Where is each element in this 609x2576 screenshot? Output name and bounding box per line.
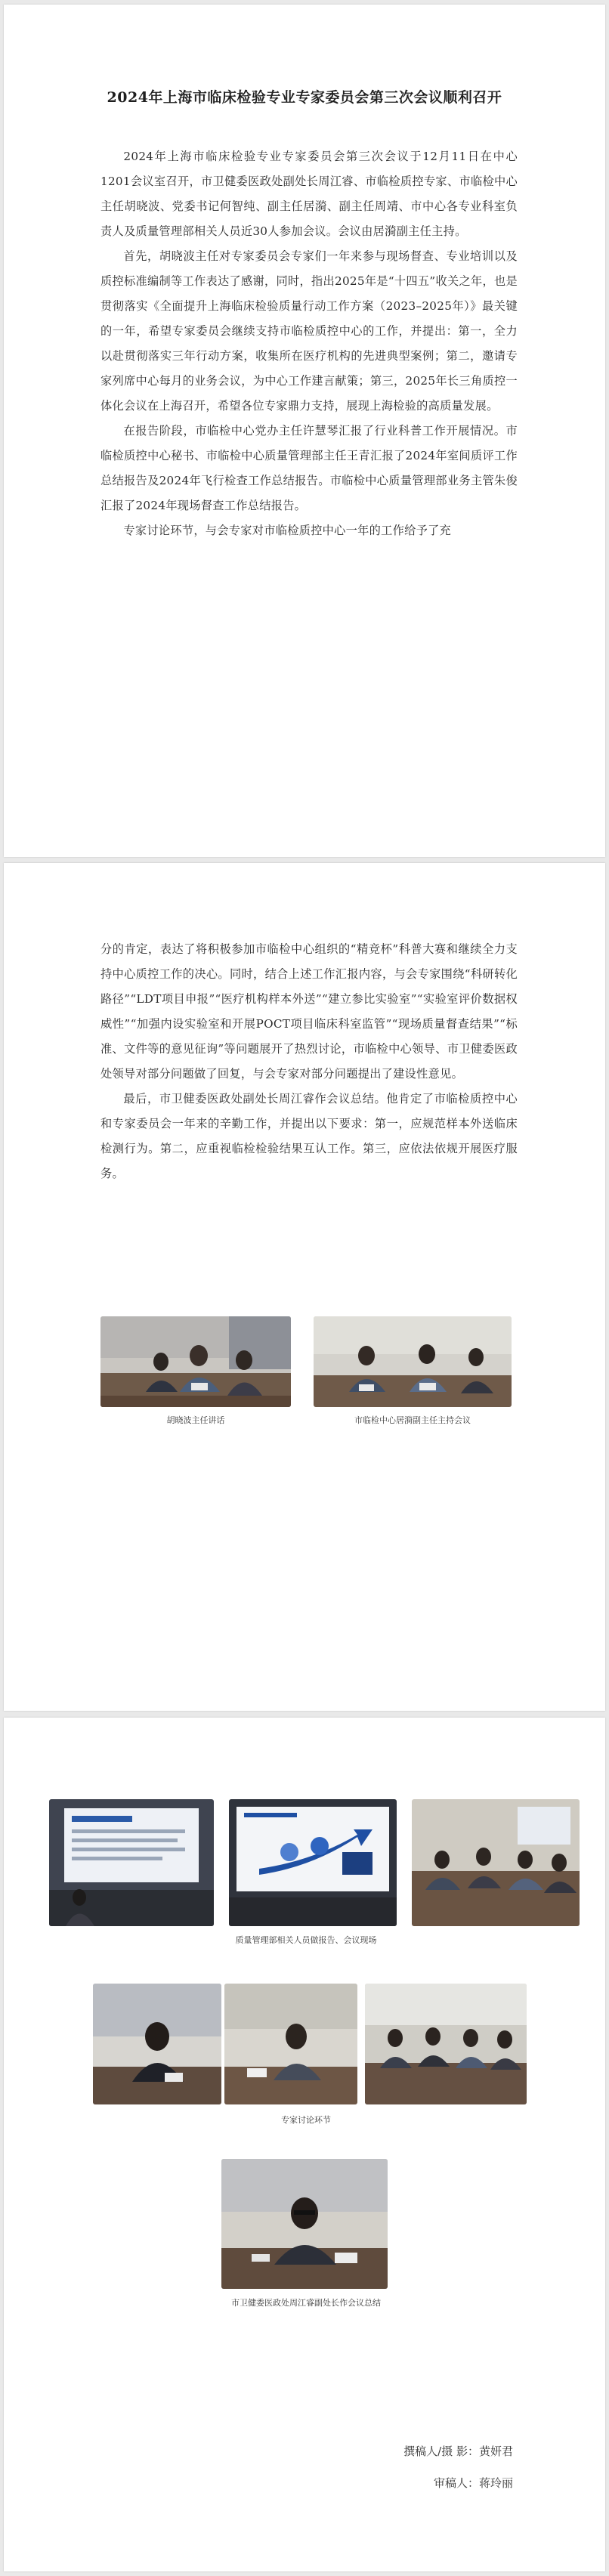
meeting-photo-vice-director-chairing (314, 1316, 512, 1407)
reviewer-credit: 审稿人：蒋玲丽 (433, 2476, 513, 2490)
meeting-photo-expert-discussion-2 (224, 1984, 357, 2104)
meeting-photo-expert-discussion-3 (365, 1984, 527, 2104)
meeting-photo-director-speech (100, 1316, 291, 1407)
paragraph-2: 首先，胡晓波主任对专家委员会专家们一年来参与现场督查、专业培训以及质控标准编制等工作表达了感谢，同时，指出2025年是“十四五”收关之年，也是贯彻落实《全面提升上海临床检验质量行动工作方案（2023–2025年）》最关键的一年，希望专家委员会继续支持市临检质控中心的工作，并提出：第一，全力以赴贯彻落实三年行动方案，收集所在医疗机构的先进典型案例；第二，邀请专家列席中心每月的业务会议，为中心工作建言献策；第三，2025年长三角质控一体化会议在上海召开，希望各位专家鼎力支持，展现上海检验的高质量发展。 (100, 249, 518, 413)
article-body-page-2 (100, 937, 518, 1186)
meeting-photo-report-screen-2 (229, 1799, 397, 1926)
paragraph-1: 2024年上海市临床检验专业专家委员会第三次会议于12月11日在中心1201会议室召开，市卫健委医政处副处长周江睿、市临检质控专家、市临检中心主任胡晓波、党委书记何智纯、副主任居漪、副主任周靖、市中心各专业科室负责人及质量管理部相关人员近30人参加会议。会议由居漪副主任主持。 (100, 150, 518, 238)
article-body-page-1 (100, 144, 518, 543)
author-photographer-credit: 撰稿人/摄 影：黄妍君 (403, 2445, 513, 2458)
photo-caption-5: 市卫健委医政处周江睿副处长作会议总结 (231, 2298, 381, 2308)
article-title: 2024年上海市临床检验专业专家委员会第三次会议顺利召开 (107, 89, 502, 106)
document-page-1 (4, 5, 605, 857)
paragraph-4-start: 专家讨论环节，与会专家对市临检质控中心一年的工作给予了充 (123, 524, 452, 537)
photo-caption-3: 质量管理部相关人员做报告、会议现场 (235, 1935, 377, 1945)
paragraph-5: 最后，市卫健委医政处副处长周江睿作会议总结。他肯定了市临检质控中心和专家委员会一年来的辛勤工作，并提出以下要求：第一，应规范样本外送临床检测行为。第二，应重视临检检验结果互认工作。第三，应依法依规开展医疗服务。 (100, 1092, 518, 1180)
paragraph-4-continued: 分的肯定，表达了将积极参加市临检中心组织的“精竞杯”科普大赛和继续全力支持中心质控工作的决心。同时，结合上述工作汇报内容，与会专家围绕“科研转化路径”“LDT项目申报”“医疗机构样本外送”“建立参比实验室”“实验室评价数据权威性”“加强内设实验室和开展POCT项目临床科室监管”“现场质量督查结果”“标准、文件等的意见征询”等问题展开了热烈讨论，市临检中心领导、市卫健委医政处领导对部分问题做了回复，与会专家对部分问题提出了建设性意见。 (100, 942, 518, 1081)
photo-caption-4: 专家讨论环节 (281, 2115, 331, 2125)
meeting-photo-report-screen-1 (49, 1799, 214, 1926)
document-page-3 (4, 1718, 605, 2571)
paragraph-3: 在报告阶段，市临检中心党办主任许慧琴汇报了行业科普工作开展情况。市临检质控中心秘书、市临检中心质量管理部主任王青汇报了2024年室间质评工作总结报告及2024年飞行检查工作总结报告。市临检中心质量管理部业务主管朱俊汇报了2024年现场督查工作总结报告。 (100, 424, 518, 512)
document-page-2 (4, 863, 605, 1711)
meeting-photo-summary-speech (221, 2159, 388, 2289)
photo-caption-2: 市临检中心居漪副主任主持会议 (354, 1415, 471, 1425)
photo-caption-1: 胡晓波主任讲话 (166, 1415, 225, 1425)
meeting-photo-expert-discussion-1 (93, 1984, 221, 2104)
meeting-photo-venue (412, 1799, 580, 1926)
